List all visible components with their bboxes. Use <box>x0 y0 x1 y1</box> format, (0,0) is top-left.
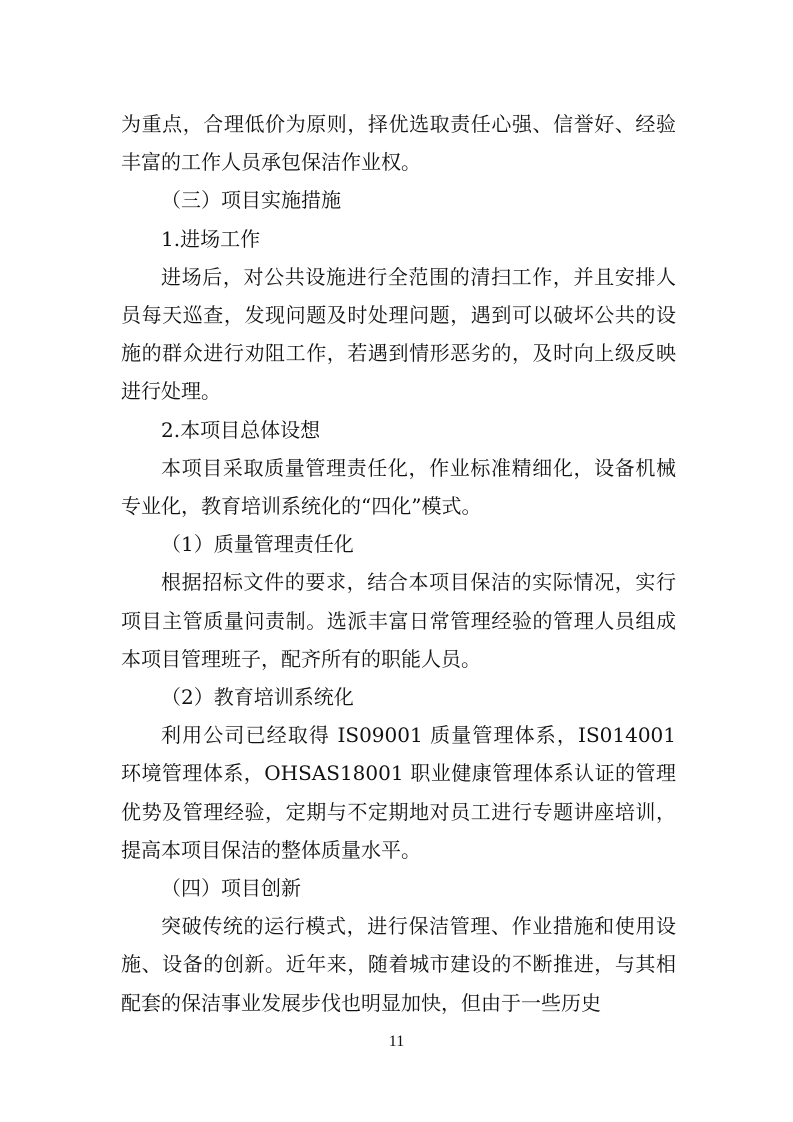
section-heading-innovation: （四）项目创新 <box>161 876 301 901</box>
subheading-site-entry: 1.进场工作 <box>161 226 261 251</box>
paragraph-innovation: 突破传统的运行模式，进行保洁管理、作业措施和使用设施、设备的创新。近年来，随着城市建设的不断推进，与其相配套的保洁事业发展步伐也明显加快，但由于一些历史 <box>121 914 676 1015</box>
paragraph-site-entry: 进场后，对公共设施进行全范围的清扫工作，并且安排人员每天巡查，发现问题及时处理问题，遇到可以破坏公共的设施的群众进行劝阻工作，若遇到情形恶劣的，及时向上级反映进行处理。 <box>121 264 676 404</box>
subheading-overall-concept: 2.本项目总体设想 <box>161 417 321 442</box>
paragraph-overall-concept: 本项目采取质量管理责任化，作业标准精细化，设备机械专业化，教育培训系统化的“四化”模式。 <box>121 455 676 519</box>
subheading-training-system: （2）教育培训系统化 <box>161 685 354 710</box>
paragraph-quality-responsibility: 根据招标文件的要求，结合本项目保洁的实际情况，实行项目主管质量问责制。选派丰富日常管理经验的管理人员组成本项目管理班子，配齐所有的职能人员。 <box>121 570 676 671</box>
body-text <box>121 105 676 1022</box>
paragraph-training-system: 利用公司已经取得 IS09001 质量管理体系，IS014001 环境管理体系，OHSAS18001 职业健康管理体系认证的管理优势及管理经验，定期与不定期地对员工进行专题讲座培训，提高本项目保洁的整体质量水平。 <box>121 723 676 862</box>
subheading-quality-responsibility: （1）质量管理责任化 <box>161 532 354 557</box>
section-heading-implementation-measures: （三）项目实施措施 <box>161 188 341 213</box>
paragraph-continuation: 为重点，合理低价为原则，择优选取责任心强、信誉好、经验丰富的工作人员承包保洁作业权。 <box>121 112 676 175</box>
page-number: 11 <box>388 1033 405 1050</box>
